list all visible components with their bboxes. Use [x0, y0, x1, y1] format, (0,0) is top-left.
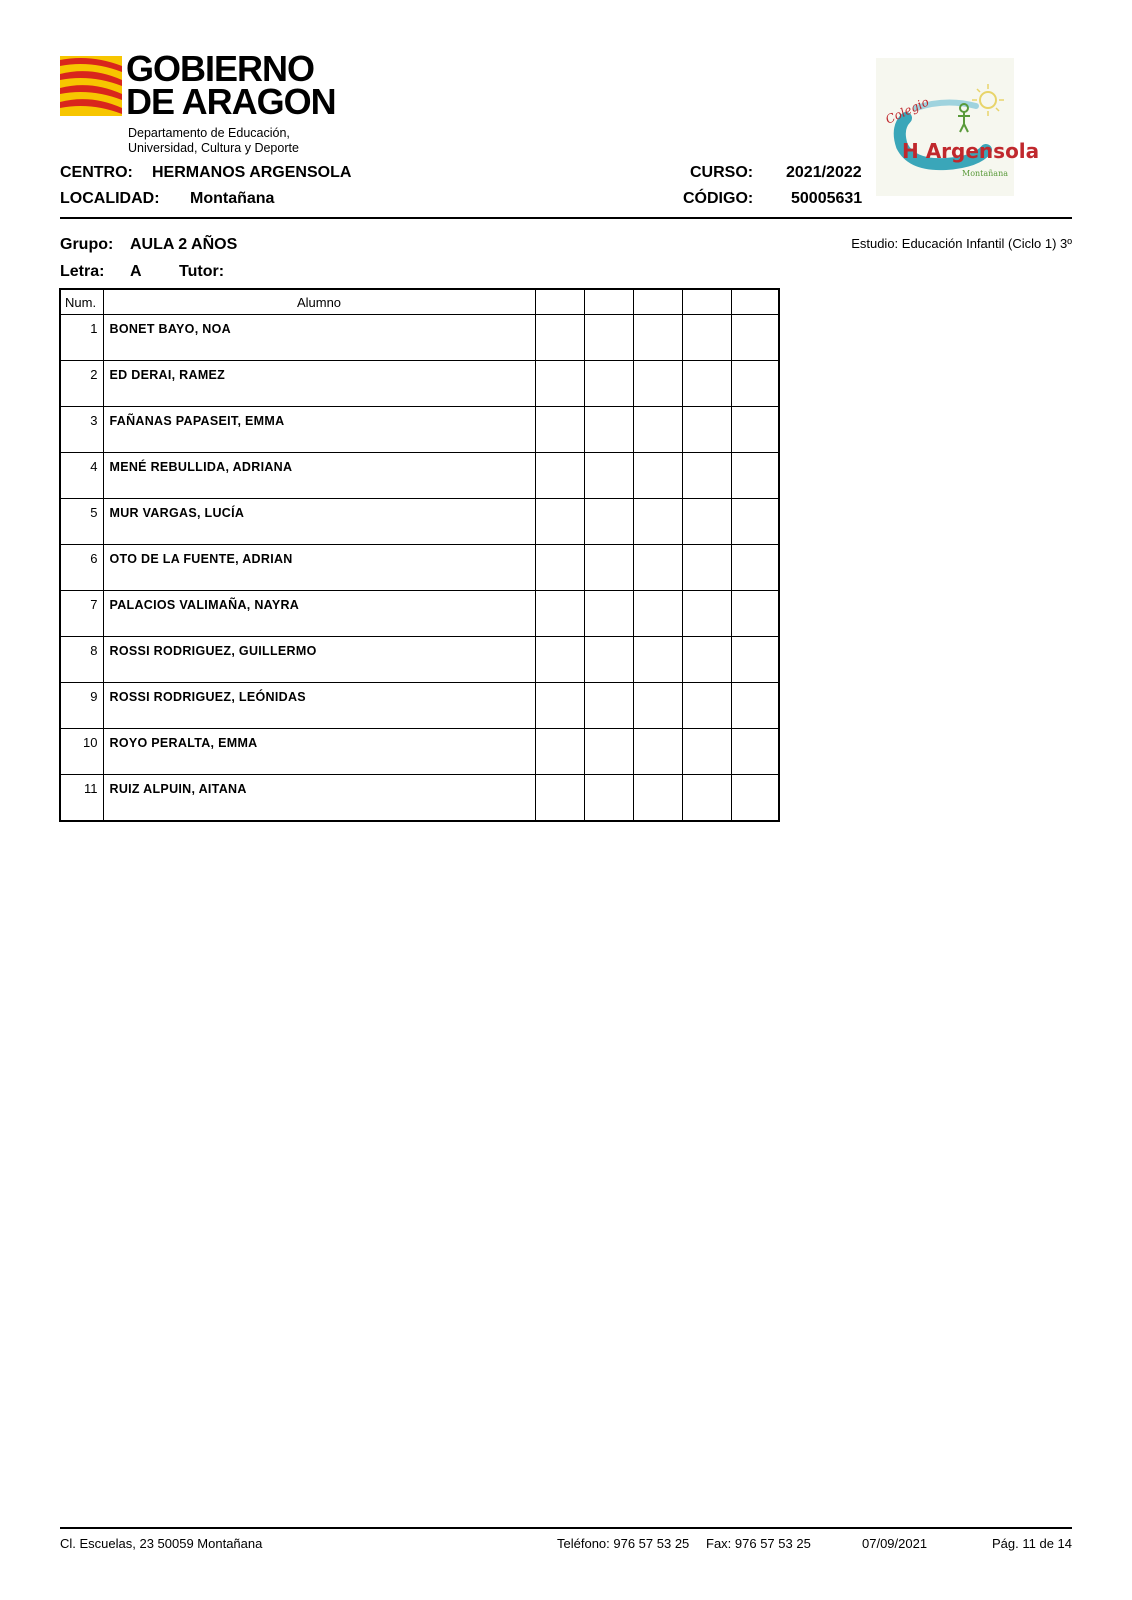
- mark-cell: [535, 315, 584, 361]
- table-row: [60, 315, 779, 361]
- school-logo: [876, 58, 1040, 196]
- mark-cell: [584, 683, 633, 729]
- footer-address: Cl. Escuelas, 23 50059 Montañana: [60, 1536, 263, 1551]
- school-logo-town: Montañana: [962, 169, 1008, 178]
- codigo-label: CÓDIGO:: [683, 190, 754, 207]
- row-num: 4: [60, 453, 103, 499]
- mark-cell: [584, 637, 633, 683]
- tutor-label: Tutor:: [179, 263, 225, 280]
- curso-label: CURSO:: [690, 164, 754, 181]
- table-row: [60, 545, 779, 591]
- aragon-flag-icon: [60, 56, 122, 116]
- table-row: [60, 453, 779, 499]
- table-row: [60, 683, 779, 729]
- table-row: [60, 775, 779, 822]
- mark-cell: [535, 729, 584, 775]
- student-name: ROSSI RODRIGUEZ, LEÓNIDAS: [103, 683, 535, 729]
- mark-cell: [584, 775, 633, 822]
- column-header-alumno: Alumno: [103, 289, 535, 315]
- student-name: MENÉ REBULLIDA, ADRIANA: [103, 453, 535, 499]
- mark-cell: [633, 361, 682, 407]
- school-logo-colegio: Colegio: [883, 94, 932, 127]
- mark-cell: [633, 545, 682, 591]
- mark-cell: [633, 407, 682, 453]
- mark-cell: [682, 775, 731, 822]
- mark-cell: [535, 361, 584, 407]
- mark-cell: [584, 407, 633, 453]
- mark-cell: [535, 407, 584, 453]
- footer-date: 07/09/2021: [862, 1536, 928, 1551]
- school-logo-name: H Argensola: [902, 139, 1040, 163]
- mark-cell: [731, 729, 779, 775]
- column-header-blank: [584, 289, 633, 315]
- localidad-label: LOCALIDAD:: [60, 190, 160, 207]
- footer-fax: Fax: 976 57 53 25: [706, 1536, 811, 1551]
- table-row: [60, 591, 779, 637]
- mark-cell: [633, 453, 682, 499]
- mark-cell: [682, 315, 731, 361]
- mark-cell: [682, 591, 731, 637]
- centro-value: HERMANOS ARGENSOLA: [152, 164, 352, 181]
- student-name: ROYO PERALTA, EMMA: [103, 729, 535, 775]
- mark-cell: [682, 407, 731, 453]
- centro-label: CENTRO:: [60, 164, 133, 181]
- gobierno-aragon-logo: [60, 48, 350, 156]
- mark-cell: [535, 683, 584, 729]
- row-num: 3: [60, 407, 103, 453]
- mark-cell: [731, 775, 779, 822]
- mark-cell: [633, 637, 682, 683]
- mark-cell: [535, 775, 584, 822]
- mark-cell: [584, 545, 633, 591]
- mark-cell: [731, 407, 779, 453]
- gov-logo-line1: GOBIERNO: [126, 48, 315, 89]
- mark-cell: [682, 499, 731, 545]
- student-name: MUR VARGAS, LUCÍA: [103, 499, 535, 545]
- mark-cell: [633, 499, 682, 545]
- mark-cell: [731, 453, 779, 499]
- footer-page: Pág. 11 de 14: [992, 1536, 1072, 1551]
- mark-cell: [584, 453, 633, 499]
- letra-label: Letra:: [60, 263, 105, 280]
- student-name: ROSSI RODRIGUEZ, GUILLERMO: [103, 637, 535, 683]
- curso-value: 2021/2022: [786, 164, 862, 181]
- mark-cell: [731, 591, 779, 637]
- mark-cell: [633, 729, 682, 775]
- column-header-blank: [633, 289, 682, 315]
- mark-cell: [535, 453, 584, 499]
- table-row: [60, 361, 779, 407]
- student-name: PALACIOS VALIMAÑA, NAYRA: [103, 591, 535, 637]
- mark-cell: [535, 545, 584, 591]
- mark-cell: [731, 361, 779, 407]
- header-divider: [60, 217, 1072, 219]
- student-name: RUIZ ALPUIN, AITANA: [103, 775, 535, 822]
- gov-logo-line2: DE ARAGON: [126, 81, 336, 122]
- mark-cell: [731, 499, 779, 545]
- mark-cell: [682, 361, 731, 407]
- mark-cell: [584, 499, 633, 545]
- row-num: 9: [60, 683, 103, 729]
- mark-cell: [584, 729, 633, 775]
- mark-cell: [584, 591, 633, 637]
- mark-cell: [584, 315, 633, 361]
- mark-cell: [633, 683, 682, 729]
- mark-cell: [535, 499, 584, 545]
- localidad-value: Montañana: [190, 190, 275, 207]
- table-header-row: [60, 289, 779, 315]
- mark-cell: [731, 637, 779, 683]
- row-num: 10: [60, 729, 103, 775]
- table-row: [60, 407, 779, 453]
- row-num: 8: [60, 637, 103, 683]
- row-num: 11: [60, 775, 103, 822]
- row-num: 6: [60, 545, 103, 591]
- mark-cell: [682, 729, 731, 775]
- mark-cell: [731, 545, 779, 591]
- mark-cell: [633, 775, 682, 822]
- student-roster-table: [59, 288, 780, 822]
- row-num: 1: [60, 315, 103, 361]
- estudio-text: Estudio: Educación Infantil (Ciclo 1) 3º: [851, 236, 1072, 251]
- mark-cell: [633, 315, 682, 361]
- student-name: ED DERAI, RAMEZ: [103, 361, 535, 407]
- codigo-value: 50005631: [791, 190, 863, 207]
- column-header-blank: [682, 289, 731, 315]
- mark-cell: [584, 361, 633, 407]
- mark-cell: [682, 453, 731, 499]
- school-logo-graphic-icon: [876, 58, 1040, 196]
- footer-phone: Teléfono: 976 57 53 25: [557, 1536, 690, 1551]
- mark-cell: [682, 637, 731, 683]
- row-num: 7: [60, 591, 103, 637]
- gov-dept-line1: Departamento de Educación,: [128, 126, 290, 140]
- footer-divider: [60, 1527, 1072, 1529]
- mark-cell: [682, 545, 731, 591]
- table-row: [60, 637, 779, 683]
- table-row: [60, 499, 779, 545]
- grupo-value: AULA 2 AÑOS: [130, 236, 238, 253]
- mark-cell: [682, 683, 731, 729]
- letra-value: A: [130, 263, 142, 280]
- student-name: BONET BAYO, NOA: [103, 315, 535, 361]
- row-num: 5: [60, 499, 103, 545]
- mark-cell: [535, 591, 584, 637]
- mark-cell: [633, 591, 682, 637]
- gov-dept-line2: Universidad, Cultura y Deporte: [128, 141, 299, 155]
- column-header-num: Num.: [60, 289, 103, 315]
- column-header-blank: [731, 289, 779, 315]
- student-name: FAÑANAS PAPASEIT, EMMA: [103, 407, 535, 453]
- column-header-blank: [535, 289, 584, 315]
- table-row: [60, 729, 779, 775]
- mark-cell: [535, 637, 584, 683]
- mark-cell: [731, 683, 779, 729]
- mark-cell: [731, 315, 779, 361]
- grupo-label: Grupo:: [60, 236, 114, 253]
- student-name: OTO DE LA FUENTE, ADRIAN: [103, 545, 535, 591]
- row-num: 2: [60, 361, 103, 407]
